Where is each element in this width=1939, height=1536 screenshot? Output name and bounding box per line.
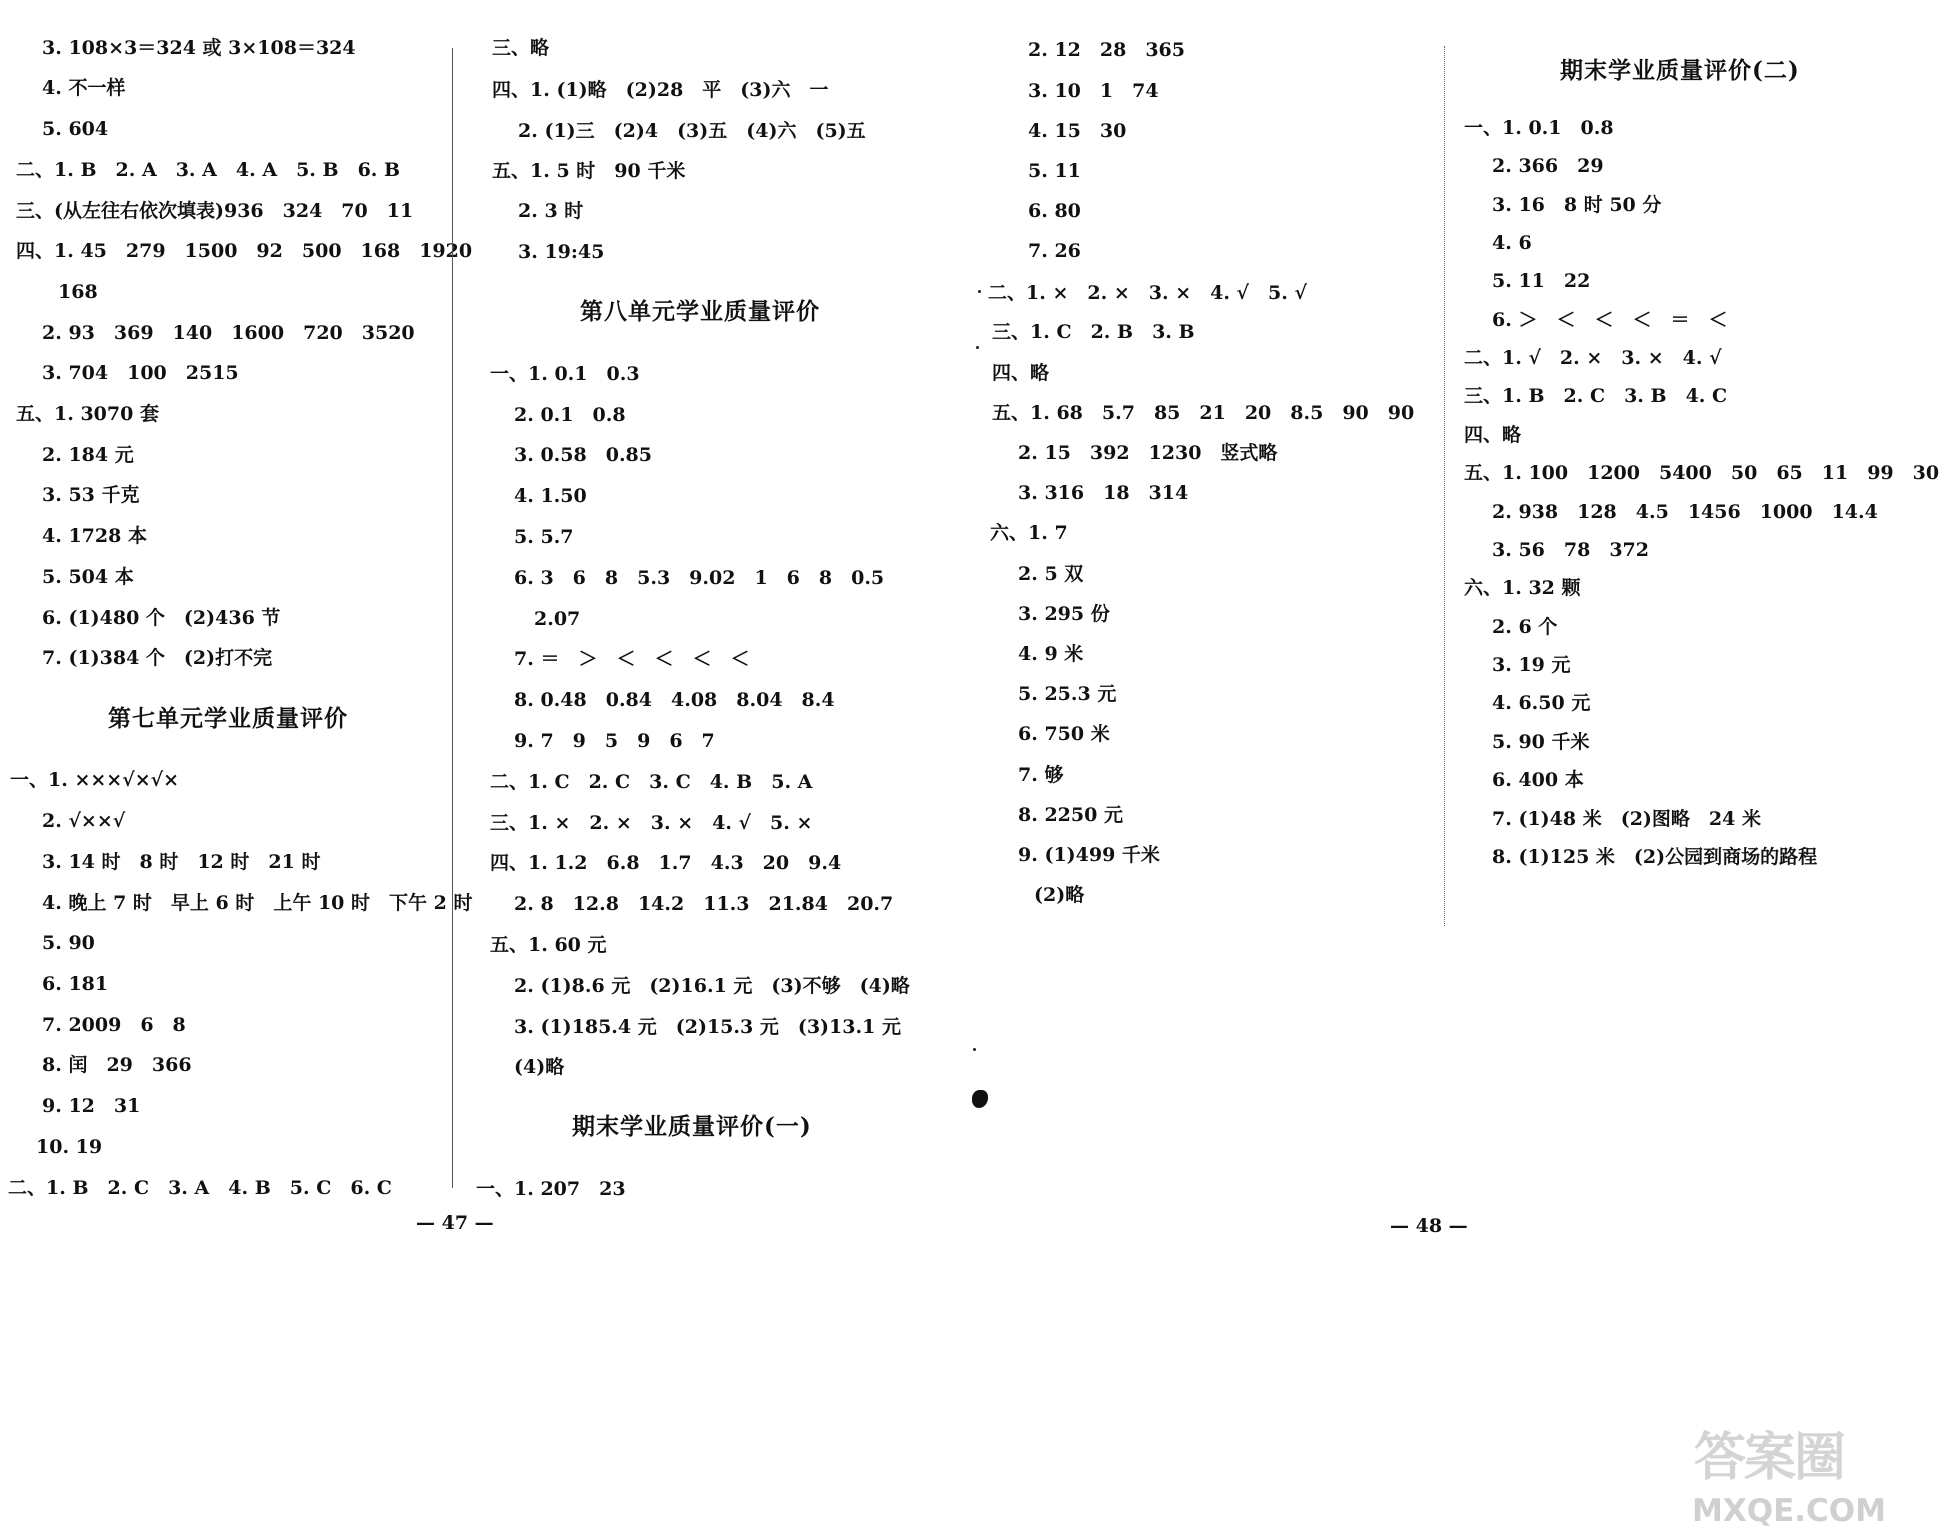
watermark-logo: [1690, 1415, 1887, 1533]
answer-line: 五、1. 100 1200 5400 50 65 11 99 30: [1464, 462, 1939, 484]
answer-line: 2. 15 392 1230 竖式略: [1018, 442, 1278, 464]
ink-speck: [973, 1048, 976, 1051]
answer-line: 2.07: [534, 608, 581, 630]
answer-line: 2. (1)8.6 元 (2)16.1 元 (3)不够 (4)略: [514, 975, 910, 997]
answer-line: 四、略: [1464, 424, 1522, 446]
answer-line: 六、1. 7: [990, 522, 1068, 544]
answer-line: 4. 1.50: [514, 485, 587, 507]
watermark-text: 答案圈: [1694, 1428, 1845, 1488]
answer-line: 5. 5.7: [514, 526, 574, 548]
answer-line: 5. 11 22: [1492, 270, 1591, 292]
answer-line: 五、1. 68 5.7 85 21 20 8.5 90 90: [992, 402, 1415, 424]
answer-line: 2. √××√: [42, 810, 126, 832]
answer-line: 3. 19 元: [1492, 654, 1571, 676]
answer-line: 3. 108×3＝324 或 3×108＝324: [42, 37, 356, 59]
watermark-url: MXQE.COM: [1692, 1493, 1887, 1529]
answer-line: (4)略: [514, 1056, 565, 1078]
answer-line: 4. 9 米: [1018, 643, 1084, 665]
page-number: — 48 —: [1390, 1215, 1468, 1237]
answer-line: 5. 90: [42, 932, 95, 954]
answer-line: 2. 3 时: [518, 200, 584, 222]
answer-line: 7. 够: [1018, 764, 1064, 786]
answer-line: 三、(从左往右依次填表)936 324 70 11: [16, 200, 414, 222]
answer-line: 2. 8 12.8 14.2 11.3 21.84 20.7: [514, 893, 894, 915]
answer-line: 7. (1)48 米 (2)图略 24 米: [1492, 808, 1761, 830]
answer-line: 4. 6.50 元: [1492, 692, 1591, 714]
answer-line: 6. 400 本: [1492, 769, 1584, 791]
answer-line: 3. 10 1 74: [1028, 80, 1159, 102]
answer-line: 3. 295 份: [1018, 603, 1110, 625]
answer-line: 一、1. ×××√×√×: [10, 769, 180, 791]
answer-line: 四、1. 45 279 1500 92 500 168 1920: [16, 240, 473, 262]
answer-line: 3. 14 时 8 时 12 时 21 时: [42, 851, 321, 873]
answer-line: 3. 704 100 2515: [42, 362, 239, 384]
answer-line: 7. (1)384 个 (2)打不完: [42, 647, 273, 669]
answer-line: 六、1. 32 颗: [1464, 577, 1581, 599]
answer-line: 2. (1)三 (2)4 (3)五 (4)六 (5)五: [518, 120, 866, 142]
answer-line: 6. 3 6 8 5.3 9.02 1 6 8 0.5: [514, 567, 885, 589]
answer-line: 5. 90 千米: [1492, 731, 1590, 753]
answer-line: 3. 16 8 时 50 分: [1492, 194, 1662, 216]
answer-line: 3. 53 千克: [42, 484, 140, 506]
answer-line: 一、1. 207 23: [476, 1178, 626, 1200]
page-number: — 47 —: [416, 1212, 494, 1234]
answer-line: 3. 19:45: [518, 241, 605, 263]
answer-line: 2. 184 元: [42, 444, 134, 466]
answer-line: 4. 1728 本: [42, 525, 147, 547]
answer-line: 二、1. B 2. A 3. A 4. A 5. B 6. B: [16, 159, 401, 181]
answer-line: (2)略: [1034, 884, 1085, 906]
ink-speck: [978, 290, 981, 293]
answer-line: 7. 2009 6 8: [42, 1014, 186, 1036]
answer-line: 4. 晚上 7 时 早上 6 时 上午 10 时 下午 2 时: [42, 892, 473, 914]
section-heading: 第七单元学业质量评价: [108, 705, 348, 732]
column-divider: [452, 48, 453, 1188]
answer-line: 2. 5 双: [1018, 563, 1084, 585]
answer-line: 10. 19: [36, 1136, 103, 1158]
answer-line: 四、1. (1)略 (2)28 平 (3)六 一: [492, 79, 829, 101]
answer-line: 三、1. C 2. B 3. B: [992, 321, 1195, 343]
answer-line: 一、1. 0.1 0.3: [490, 363, 640, 385]
answer-line: 6. (1)480 个 (2)436 节: [42, 607, 281, 629]
answer-line: 五、1. 3070 套: [16, 403, 159, 425]
answer-line: 2. 938 128 4.5 1456 1000 14.4: [1492, 501, 1878, 523]
answer-line: 5. 604: [42, 118, 109, 140]
answer-line: 二、1. B 2. C 3. A 4. B 5. C 6. C: [8, 1177, 392, 1199]
answer-line: 3. 316 18 314: [1018, 482, 1189, 504]
answer-line: 3. (1)185.4 元 (2)15.3 元 (3)13.1 元: [514, 1016, 901, 1038]
answer-line: 二、1. C 2. C 3. C 4. B 5. A: [490, 771, 813, 793]
answer-line: 三、1. × 2. × 3. × 4. √ 5. ×: [490, 812, 813, 834]
answer-line: 5. 11: [1028, 160, 1081, 182]
answer-line: 6. 750 米: [1018, 723, 1110, 745]
answer-line: 9. 7 9 5 9 6 7: [514, 730, 715, 752]
ink-speck: [976, 346, 979, 349]
answer-line: 四、略: [992, 362, 1050, 384]
answer-line: 168: [58, 281, 98, 303]
answer-line: 三、1. B 2. C 3. B 4. C: [1464, 385, 1728, 407]
answer-line: 5. 504 本: [42, 566, 134, 588]
answer-line: 8. (1)125 米 (2)公园到商场的路程: [1492, 846, 1818, 868]
answer-line: 2. 366 29: [1492, 155, 1604, 177]
answer-line: 2. 12 28 365: [1028, 39, 1185, 61]
answer-line: 四、1. 1.2 6.8 1.7 4.3 20 9.4: [490, 852, 842, 874]
answer-line: 五、1. 5 时 90 千米: [492, 160, 686, 182]
ink-blot: [972, 1090, 988, 1108]
answer-line: 4. 6: [1492, 232, 1532, 254]
answer-line: 二、1. √ 2. × 3. × 4. √: [1464, 347, 1722, 369]
answer-line: 7. 26: [1028, 240, 1081, 262]
answer-line: 2. 6 个: [1492, 616, 1558, 638]
answer-line: 9. (1)499 千米: [1018, 844, 1160, 866]
answer-line: 6. 80: [1028, 200, 1081, 222]
answer-line: 2. 93 369 140 1600 720 3520: [42, 322, 415, 344]
answer-line: 9. 12 31: [42, 1095, 141, 1117]
answer-line: 8. 闰 29 366: [42, 1054, 192, 1076]
answer-line: 一、1. 0.1 0.8: [1464, 117, 1614, 139]
answer-line: 8. 0.48 0.84 4.08 8.04 8.4: [514, 689, 835, 711]
answer-line: 3. 56 78 372: [1492, 539, 1649, 561]
answer-line: 五、1. 60 元: [490, 934, 607, 956]
answer-line: 4. 不一样: [42, 77, 126, 99]
answer-line: 6. 181: [42, 973, 109, 995]
answer-line: 2. 0.1 0.8: [514, 404, 626, 426]
answer-line: 5. 25.3 元: [1018, 683, 1117, 705]
answer-line: 二、1. × 2. × 3. × 4. √ 5. √: [988, 282, 1307, 304]
answer-line: 3. 0.58 0.85: [514, 444, 653, 466]
section-heading: 期末学业质量评价(二): [1560, 57, 1800, 84]
column-divider: [1444, 46, 1445, 926]
answer-line: 4. 15 30: [1028, 120, 1127, 142]
answer-line: 8. 2250 元: [1018, 804, 1123, 826]
answer-line: 6. ＞ ＜ ＜ ＜ ＝ ＜: [1492, 309, 1728, 331]
answer-line: 7. ＝ ＞ ＜ ＜ ＜ ＜: [514, 648, 750, 670]
section-heading: 第八单元学业质量评价: [580, 298, 820, 325]
answer-line: 三、略: [492, 37, 550, 59]
section-heading: 期末学业质量评价(一): [572, 1113, 812, 1140]
